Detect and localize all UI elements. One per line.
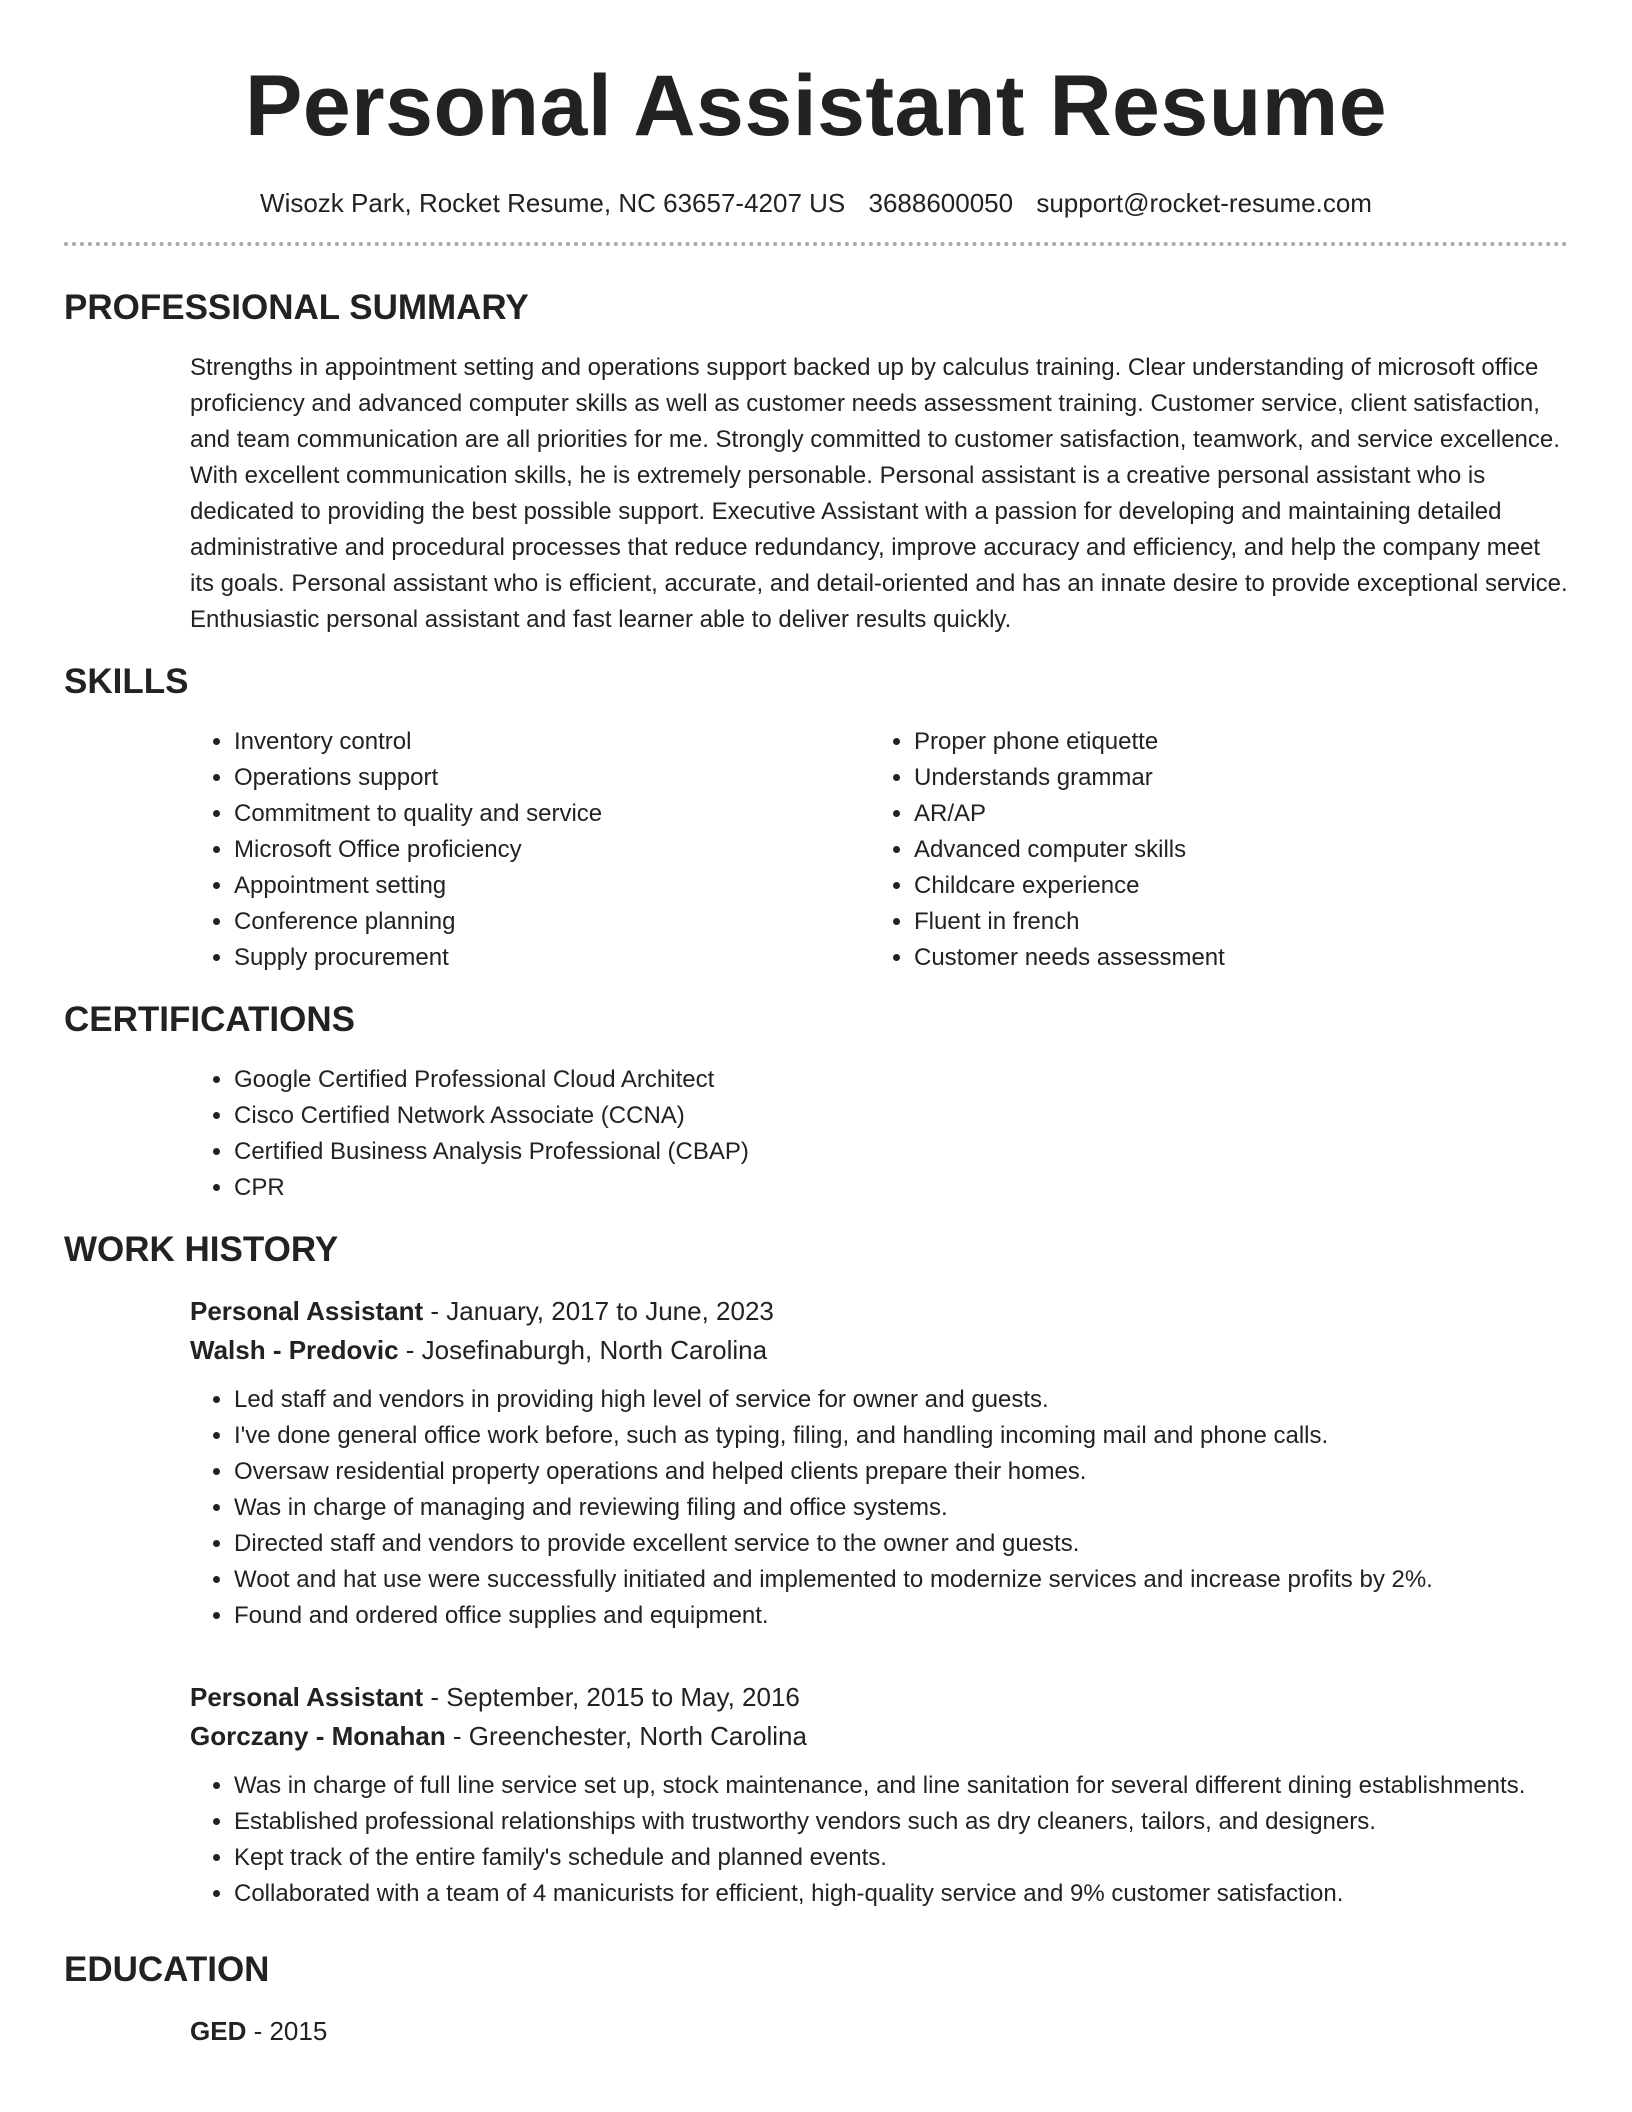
work-history-body: [190, 1292, 1568, 1912]
skills-column-right: [870, 724, 1550, 976]
job-bullets: [190, 1382, 1568, 1634]
skills-list-right: [870, 724, 1550, 976]
skills-list-left: [190, 724, 870, 976]
job-company: Walsh - Predovic: [190, 1335, 399, 1365]
resume-page: [64, 0, 1568, 2051]
job-bullet: • Kept track of the entire family's schedule and planned events.: [234, 1840, 1568, 1876]
skill-item: • Inventory control: [234, 724, 870, 760]
contact-line: [64, 186, 1568, 220]
certification-item: • CPR: [234, 1170, 1568, 1206]
skill-item: • Customer needs assessment: [914, 940, 1550, 976]
work-history-section: [64, 1230, 1568, 1912]
job-title: Personal Assistant: [190, 1682, 424, 1712]
job-entry: [190, 1678, 1568, 1912]
skill-item: • Conference planning: [234, 904, 870, 940]
education-year: - 2015: [246, 2016, 328, 2046]
skill-item: • Advanced computer skills: [914, 832, 1550, 868]
job-dates: - September, 2015 to May, 2016: [423, 1682, 800, 1712]
job-bullet: • Led staff and vendors in providing high level of service for owner and guests.: [234, 1382, 1568, 1418]
skill-item: • Supply procurement: [234, 940, 870, 976]
certifications-list: [190, 1062, 1568, 1206]
work-history-heading: WORK HISTORY: [64, 1230, 339, 1269]
skill-item: • Childcare experience: [914, 868, 1550, 904]
skill-item: • Understands grammar: [914, 760, 1550, 796]
job-title-line: [190, 1292, 1568, 1331]
skill-item: • AR/AP: [914, 796, 1550, 832]
skill-item: • Proper phone etiquette: [914, 724, 1550, 760]
job-bullet: • Was in charge of managing and reviewing filing and office systems.: [234, 1490, 1568, 1526]
summary-body: [190, 350, 1568, 638]
skills-column-left: [190, 724, 870, 976]
job-company-line: [190, 1331, 1568, 1370]
skill-item: • Commitment to quality and service: [234, 796, 870, 832]
summary-text: Strengths in appointment setting and operations support backed up by calculus training. Clear understanding of microsoft office proficiency and advanced computer skills as well as customer needs assessment training. Customer service, client satisfaction, and team communication are all priorities for me. Strongly committed to customer satisfaction, teamwork, and service excellence. With excellent communication skills, he is extremely personable. Personal assistant is a creative personal assistant who is dedicated to providing the best possible support. Executive Assistant with a passion for developing and maintaining detailed administrative and procedural processes that reduce redundancy, improve accuracy and efficiency, and help the company meet its goals. Personal assistant who is efficient, accurate, and detail-oriented and has an innate desire to provide exceptional service. Enthusiastic personal assistant and fast learner able to deliver results quickly.: [190, 354, 1568, 633]
certification-item: • Certified Business Analysis Professional (CBAP): [234, 1134, 1568, 1170]
job-dates: - January, 2017 to June, 2023: [423, 1296, 774, 1326]
contact-address: Wisozk Park, Rocket Resume, NC 63657-4207 US: [260, 188, 846, 218]
header-divider: [64, 242, 1568, 246]
skills-grid: [190, 724, 1568, 976]
education-degree: GED: [190, 2016, 247, 2046]
summary-heading: PROFESSIONAL SUMMARY: [64, 288, 529, 327]
skill-item: • Appointment setting: [234, 868, 870, 904]
job-location: - Greenchester, North Carolina: [445, 1721, 807, 1751]
certification-item: • Cisco Certified Network Associate (CCNA): [234, 1098, 1568, 1134]
job-bullet: • Woot and hat use were successfully initiated and implemented to modernize services and increase profits by 2%.: [234, 1562, 1568, 1598]
contact-phone: 3688600050: [868, 188, 1014, 218]
skills-heading: SKILLS: [64, 662, 189, 701]
certifications-section: [64, 1000, 1568, 1206]
certifications-body: [190, 1062, 1568, 1206]
job-bullet: • Oversaw residential property operations and helped clients prepare their homes.: [234, 1454, 1568, 1490]
education-line: [190, 2012, 1568, 2051]
job-company: Gorczany - Monahan: [190, 1721, 446, 1751]
contact-email[interactable]: support@rocket-resume.com: [1036, 188, 1372, 218]
job-bullet: • Directed staff and vendors to provide excellent service to the owner and guests.: [234, 1526, 1568, 1562]
skill-item: • Operations support: [234, 760, 870, 796]
job-company-line: [190, 1717, 1568, 1756]
job-title-line: [190, 1678, 1568, 1717]
job-bullet: • Established professional relationships with trustworthy vendors such as dry cleaners, tailors, and designers.: [234, 1804, 1568, 1840]
skill-item: • Fluent in french: [914, 904, 1550, 940]
job-location: - Josefinaburgh, North Carolina: [398, 1335, 768, 1365]
job-bullets: [190, 1768, 1568, 1912]
resume-title: Personal Assistant Resume: [244, 58, 1388, 154]
certification-item: • Google Certified Professional Cloud Architect: [234, 1062, 1568, 1098]
job-entry: [190, 1292, 1568, 1634]
job-bullet: • Found and ordered office supplies and equipment.: [234, 1598, 1568, 1634]
certifications-heading: CERTIFICATIONS: [64, 1000, 356, 1039]
education-body: [190, 2012, 1568, 2051]
skill-item: • Microsoft Office proficiency: [234, 832, 870, 868]
education-heading: EDUCATION: [64, 1950, 270, 1989]
job-bullet: • Was in charge of full line service set up, stock maintenance, and line sanitation for several different dining establishments.: [234, 1768, 1568, 1804]
job-title: Personal Assistant: [190, 1296, 424, 1326]
summary-section: [64, 288, 1568, 638]
education-section: [64, 1950, 1568, 2051]
job-bullet: • I've done general office work before, such as typing, filing, and handling incoming mail and phone calls.: [234, 1418, 1568, 1454]
job-bullet: • Collaborated with a team of 4 manicurists for efficient, high-quality service and 9% customer satisfaction.: [234, 1876, 1568, 1912]
skills-section: [64, 662, 1568, 976]
